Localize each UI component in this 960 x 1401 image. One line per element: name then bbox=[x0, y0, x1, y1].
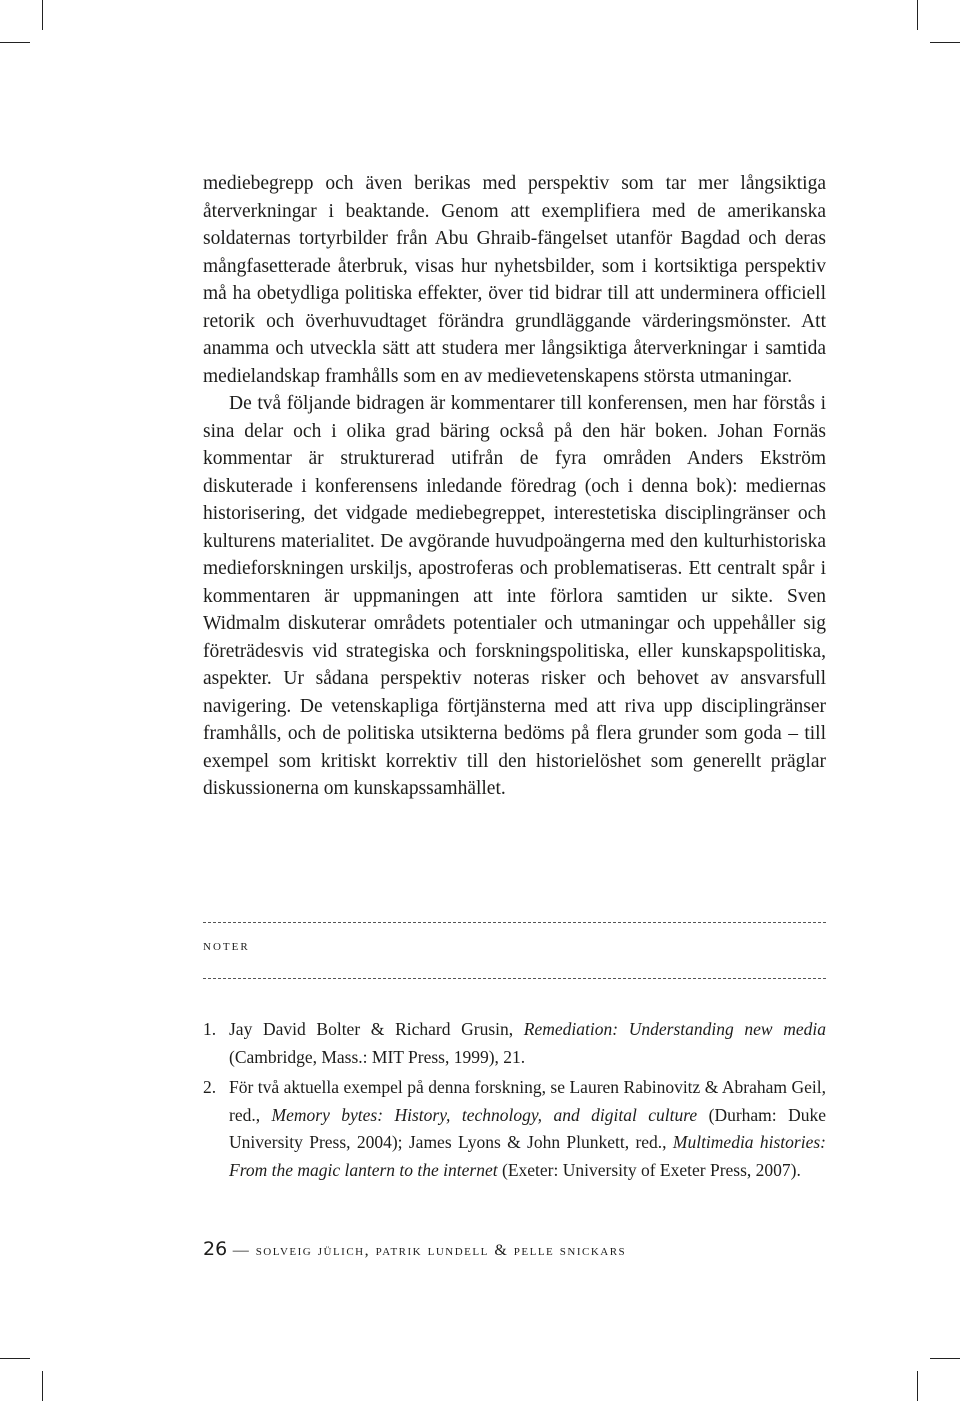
page-number: 26 bbox=[203, 1238, 228, 1260]
note-text: För två aktuella exempel på denna forskning, se Lauren Rabinovitz & Abraham Geil, red., bbox=[229, 1077, 826, 1125]
footer-separator: — bbox=[232, 1242, 251, 1259]
crop-mark-bottom-right-h bbox=[930, 1358, 960, 1359]
note-text: (Cambridge, Mass.: MIT Press, 1999), 21. bbox=[229, 1046, 526, 1067]
note-number: 1. bbox=[203, 1019, 217, 1039]
note-number: 2. bbox=[203, 1077, 217, 1097]
note-title: Remediation: Understanding new media bbox=[523, 1019, 826, 1039]
notes-list bbox=[203, 1016, 826, 1187]
notes-rule-bottom bbox=[203, 978, 826, 979]
crop-mark-bottom-right-v bbox=[917, 1371, 918, 1401]
page-footer bbox=[203, 1238, 626, 1260]
body-paragraph: mediebegrepp och även berikas med perspektiv som tar mer långsiktiga återverkningar i beaktande. Genom att exemplifiera med de amerikanska soldaternas tortyrbilder från Abu Ghraib-fängelset utanför Bagdad och deras mångfasetterade återbruk, visas hur nyhetsbilder, som i kortsiktiga perspektiv må ha obetydliga politiska effekter, över tid bidrar till att underminera officiell retorik och överhuvudtaget förändra grundläggande värderingsmönster. Att anamma och utveckla sätt att studera mer långsiktiga återverkningar i samtida medielandskap framhålls som en av medievetenskapens största utmaningar. bbox=[203, 173, 826, 387]
note-text: (Durham: Duke University Press, 2004); James Lyons & John Plunkett, red., bbox=[229, 1104, 826, 1152]
crop-mark-top-right-h bbox=[930, 42, 960, 43]
notes-rule-top bbox=[203, 922, 826, 923]
note-title: Memory bytes: History, technology, and digital culture bbox=[271, 1104, 698, 1125]
note-text: Jay David Bolter & Richard Grusin, bbox=[229, 1019, 524, 1039]
crop-mark-top-left-h bbox=[0, 42, 30, 43]
body-text bbox=[203, 170, 826, 803]
crop-mark-top-right-v bbox=[917, 0, 918, 30]
notes-heading: noter bbox=[203, 938, 250, 954]
note-title: Multimedia histories: From the magic lantern to the internet bbox=[229, 1132, 826, 1180]
crop-mark-top-left-v bbox=[42, 0, 43, 30]
note-item bbox=[203, 1074, 826, 1184]
footer-authors: solveig jülich, patrik lundell & pelle snickars bbox=[255, 1242, 627, 1259]
crop-mark-bottom-left-h bbox=[0, 1358, 30, 1359]
note-text: (Exeter: University of Exeter Press, 2007). bbox=[497, 1159, 801, 1180]
body-paragraph: De två följande bidragen är kommentarer till konferensen, men har förstås i sina delar och i olika grad bäring också på den här boken. Johan Fornäs kommentar är strukturerad utifrån de fyra områden Anders Ekström diskuterade i konferensens inledande föredrag (och i denna bok): mediernas historisering, det vidgade mediebegreppet, interestetiska disciplingränser och kulturens materialitet. De avgörande huvudpoängerna med den kulturhistoriska medieforskningen urskiljs, apostroferas och problematiseras. Ett centralt spår i kommentaren är uppmaningen att inte förlora samtiden ur sikte. Sven Widmalm diskuterar områdets potentialer och utmaningar och uppehåller sig företrädesvis vid strategiska och forskningspolitiska, eller kunskapspolitiska, aspekter. Ur sådana perspektiv noteras risker och behovet av ansvarsfull navigering. De vetenskapliga förtjänsterna med att riva upp disciplingränser framhålls, och de politiska utsikterna bedöms på flera grunder som goda – till exempel som kritiskt korrektiv till den historielöshet som generellt präglar diskussionerna om kunskapssamhället. bbox=[203, 393, 826, 799]
crop-mark-bottom-left-v bbox=[42, 1371, 43, 1401]
note-item bbox=[203, 1016, 826, 1071]
